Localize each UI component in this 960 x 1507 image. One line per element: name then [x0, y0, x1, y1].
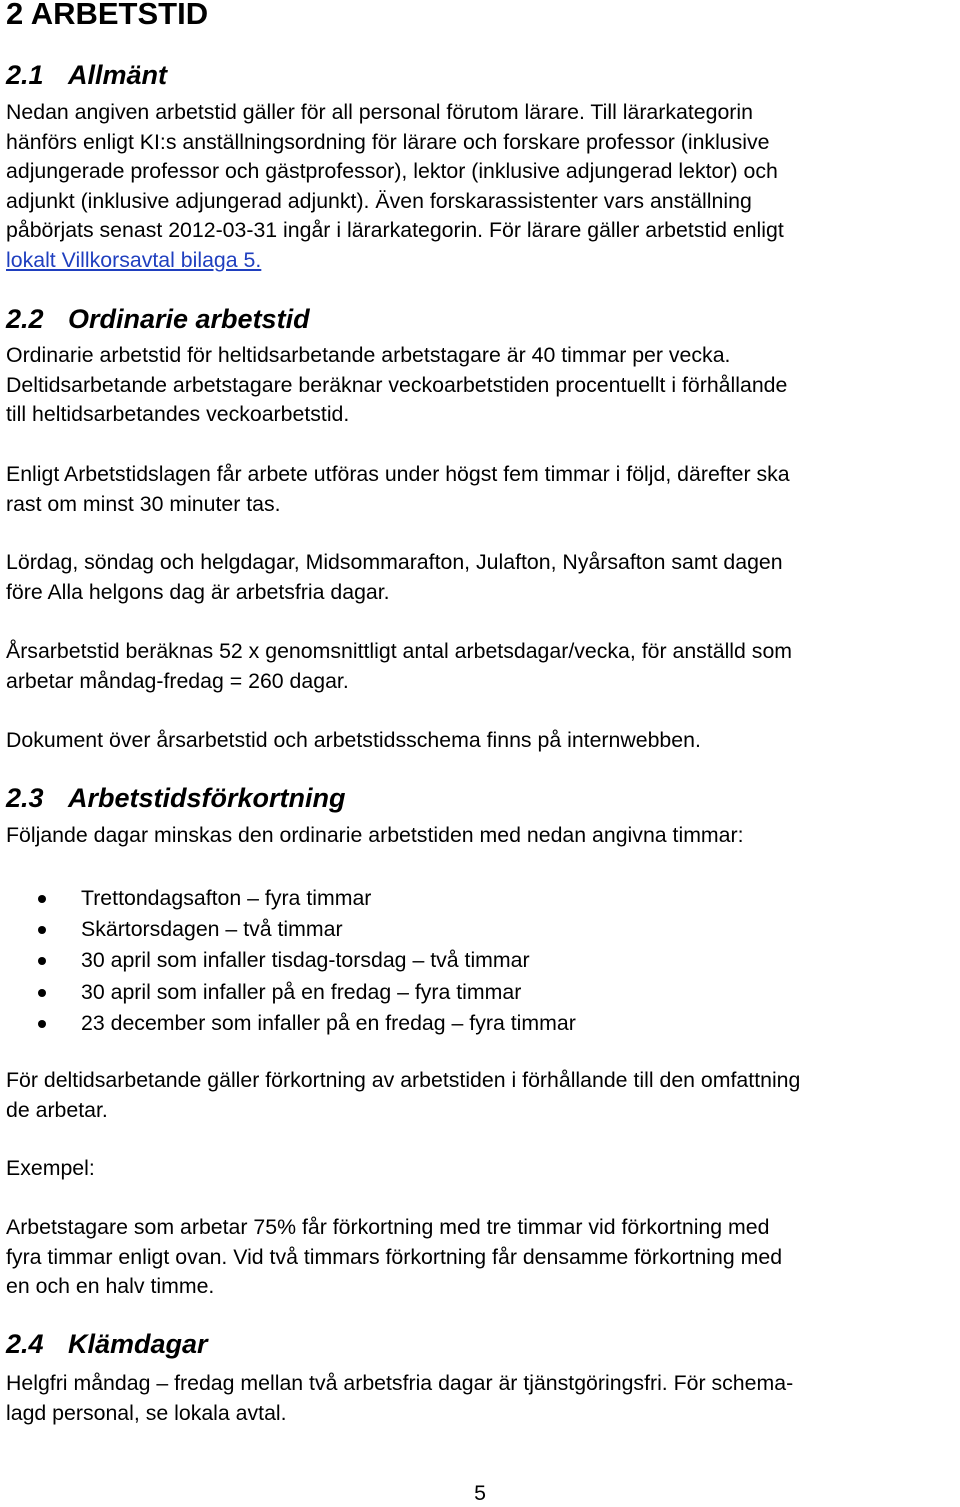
- list-item: [6, 883, 576, 914]
- paragraph: [6, 1154, 960, 1184]
- bullet-icon: [38, 957, 46, 965]
- text-line: rast om minst 30 minuter tas.: [6, 491, 281, 516]
- paragraph: [6, 460, 960, 519]
- text-line: en och en halv timme.: [6, 1274, 215, 1298]
- section-title: Klämdagar: [68, 1329, 208, 1359]
- list-item-text: Trettondagsafton – fyra timmar: [81, 886, 372, 910]
- paragraph: [6, 1369, 960, 1428]
- section-number: 2.4: [6, 1329, 44, 1359]
- list-item-text: 30 april som infaller tisdag-torsdag – två timmar: [81, 948, 530, 973]
- paragraph: [6, 341, 960, 430]
- text-line: adjungerade professor och gästprofessor), lektor (inklusive adjungerad lektor) och: [6, 159, 778, 183]
- text-line: de arbetar.: [6, 1097, 108, 1122]
- text-line: hänförs enligt KI:s anställningsordning för lärare och forskare professor (inklusive: [6, 129, 770, 154]
- text-line: Exempel:: [6, 1156, 95, 1180]
- page-number: 5: [474, 1481, 486, 1505]
- section-heading-klamdagar: [6, 1327, 208, 1361]
- list-item-text: 30 april som infaller på en fredag – fyra timmar: [81, 979, 522, 1004]
- bullet-icon: [38, 926, 46, 934]
- section-title: Allmänt: [68, 60, 168, 90]
- text-line: Årsarbetstid beräknas 52 x genomsnittligt antal arbetsdagar/vecka, för anställd som: [6, 639, 793, 663]
- list-item: [6, 977, 576, 1008]
- paragraph: [6, 1213, 960, 1302]
- text-line: Följande dagar minskas den ordinarie arbetstiden med nedan angivna timmar:: [6, 823, 744, 847]
- list-item-text: 23 december som infaller på en fredag – fyra timmar: [81, 1010, 576, 1035]
- bullet-icon: [38, 989, 46, 997]
- text-line: Deltidsarbetande arbetstagare beräknar veckoarbetstiden procentuellt i förhållande: [6, 372, 788, 397]
- text-line: Nedan angiven arbetstid gäller för all personal förutom lärare. Till lärarkategorin: [6, 100, 753, 124]
- bullet-icon: [38, 895, 46, 903]
- list-item: [6, 1008, 576, 1039]
- text-line: Arbetstagare som arbetar 75% får förkortning med tre timmar vid förkortning med: [6, 1215, 770, 1239]
- paragraph: [6, 1066, 960, 1125]
- text-line: adjunkt (inklusive adjungerad adjunkt). Även forskarassistenter vars anställning: [6, 188, 752, 213]
- section-title: Arbetstidsförkortning: [68, 783, 346, 813]
- bullet-icon: [38, 1020, 46, 1028]
- paragraph-allmant: [6, 98, 960, 275]
- paragraph: [6, 548, 960, 607]
- list-item: [6, 914, 576, 945]
- villkorsavtal-link[interactable]: lokalt Villkorsavtal bilaga 5.: [6, 247, 262, 272]
- section-number: 2.1: [6, 60, 44, 90]
- section-number: 2.3: [6, 783, 44, 813]
- paragraph: [6, 726, 960, 756]
- text-line: Helgfri måndag – fredag mellan två arbetsfria dagar är tjänstgöringsfri. För schema-: [6, 1371, 794, 1395]
- text-line: Ordinarie arbetstid för heltidsarbetande arbetstagare är 40 timmar per vecka.: [6, 343, 731, 367]
- paragraph: [6, 637, 960, 696]
- text-line: före Alla helgons dag är arbetsfria dagar.: [6, 579, 390, 604]
- section-heading-arbetstidsforkortning: [6, 781, 346, 815]
- paragraph: [6, 821, 960, 851]
- text-line: lagd personal, se lokala avtal.: [6, 1400, 287, 1425]
- text-line: fyra timmar enligt ovan. Vid två timmars förkortning får densamme förkortning med: [6, 1244, 783, 1269]
- section-title: Ordinarie arbetstid: [68, 304, 310, 334]
- section-heading-ordinarie-arbetstid: [6, 302, 310, 336]
- text-line: påbörjats senast 2012-03-31 ingår i lärarkategorin. För lärare gäller arbetstid enligt: [6, 218, 784, 242]
- reduction-list: [6, 883, 576, 1039]
- chapter-heading: 2 ARBETSTID: [6, 0, 209, 31]
- text-line: arbetar måndag-fredag = 260 dagar.: [6, 668, 349, 693]
- section-number: 2.2: [6, 304, 44, 334]
- text-line: Lördag, söndag och helgdagar, Midsommarafton, Julafton, Nyårsafton samt dagen: [6, 550, 783, 574]
- text-line: Enligt Arbetstidslagen får arbete utföras under högst fem timmar i följd, därefter ska: [6, 462, 790, 486]
- list-item-text: Skärtorsdagen – två timmar: [81, 917, 343, 942]
- text-line: till heltidsarbetandes veckoarbetstid.: [6, 402, 350, 426]
- text-line: Dokument över årsarbetstid och arbetstidsschema finns på internwebben.: [6, 728, 701, 752]
- text-line: För deltidsarbetande gäller förkortning av arbetstiden i förhållande till den omfattning: [6, 1068, 801, 1092]
- list-item: [6, 945, 576, 976]
- section-heading-allmant: [6, 58, 167, 92]
